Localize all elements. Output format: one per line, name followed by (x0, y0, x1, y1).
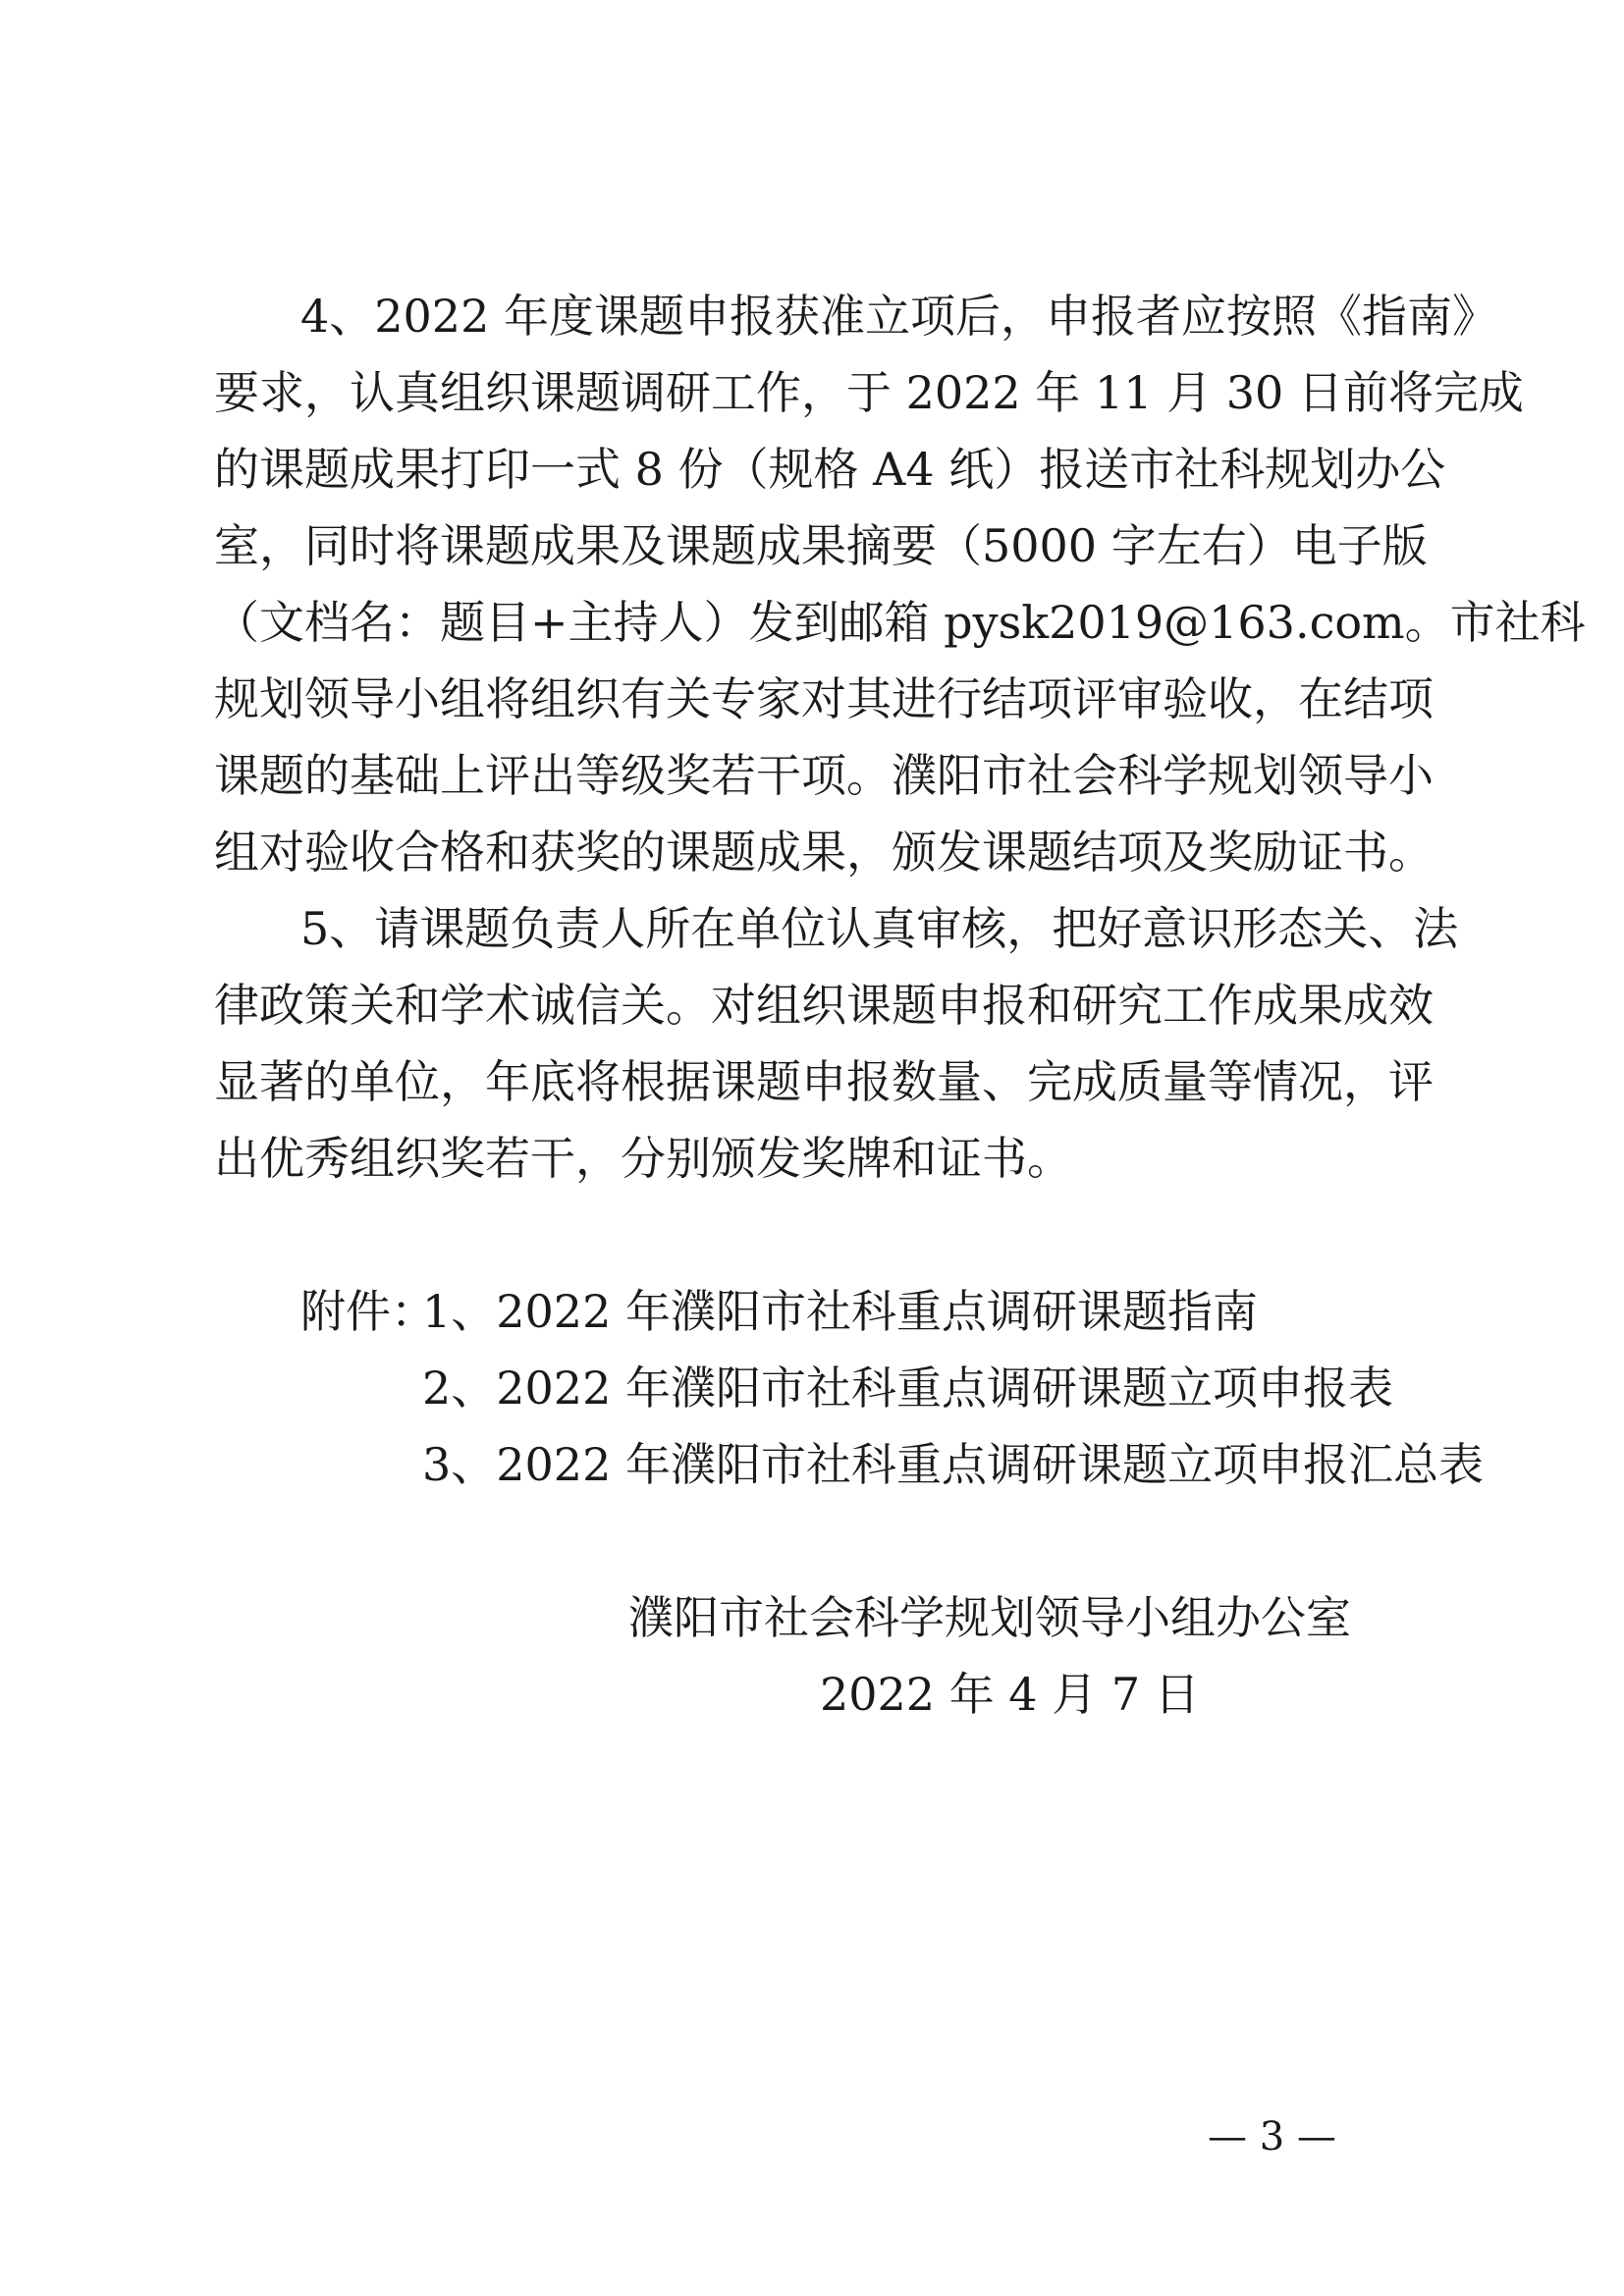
paragraph-4-line-6: 规划领导小组将组织有关专家对其进行结项评审验收，在结项 (214, 672, 1434, 725)
paragraph-4-line-8: 组对验收合格和获奖的课题成果，颁发课题结项及奖励证书。 (214, 826, 1434, 879)
signature-date: 2022 年 4 月 7 日 (820, 1668, 1200, 1721)
paragraph-4-line-2: 要求，认真组织课题调研工作，于 2022 年 11 月 30 日前将完成 (214, 366, 1524, 419)
paragraph-5-line-4: 出优秀组织奖若干，分别颁发奖牌和证书。 (214, 1132, 1072, 1185)
paragraph-4-line-1: 4、2022 年度课题申报获准立项后，申报者应按照《指南》 (300, 290, 1497, 343)
paragraph-5-line-1: 5、请课题负责人所在单位认真审核，把好意识形态关、法 (300, 902, 1459, 955)
page-number: — 3 — (1208, 2114, 1336, 2160)
attachment-item-1: 1、2022 年濮阳市社科重点调研课题指南 (422, 1285, 1258, 1338)
attachments-label: 附件： (300, 1285, 436, 1338)
attachment-item-2: 2、2022 年濮阳市社科重点调研课题立项申报表 (422, 1362, 1393, 1415)
paragraph-4-line-5: （文档名：题目+主持人）发到邮箱 pysk2019@163.com。市社科 (214, 596, 1586, 649)
paragraph-4-line-4: 室，同时将课题成果及课题成果摘要（5000 字左右）电子版 (214, 519, 1428, 572)
paragraph-4-line-7: 课题的基础上评出等级奖若干项。濮阳市社会科学规划领导小 (214, 749, 1434, 802)
attachment-item-3: 3、2022 年濮阳市社科重点调研课题立项申报汇总表 (422, 1438, 1484, 1491)
signature-organization: 濮阳市社会科学规划领导小组办公室 (628, 1591, 1351, 1644)
paragraph-5-line-3: 显著的单位，年底将根据课题申报数量、完成质量等情况，评 (214, 1055, 1434, 1108)
paragraph-4-line-3: 的课题成果打印一式 8 份（规格 A4 纸）报送市社科规划办公 (214, 443, 1446, 496)
paragraph-5-line-2: 律政策关和学术诚信关。对组织课题申报和研究工作成果成效 (214, 979, 1434, 1032)
